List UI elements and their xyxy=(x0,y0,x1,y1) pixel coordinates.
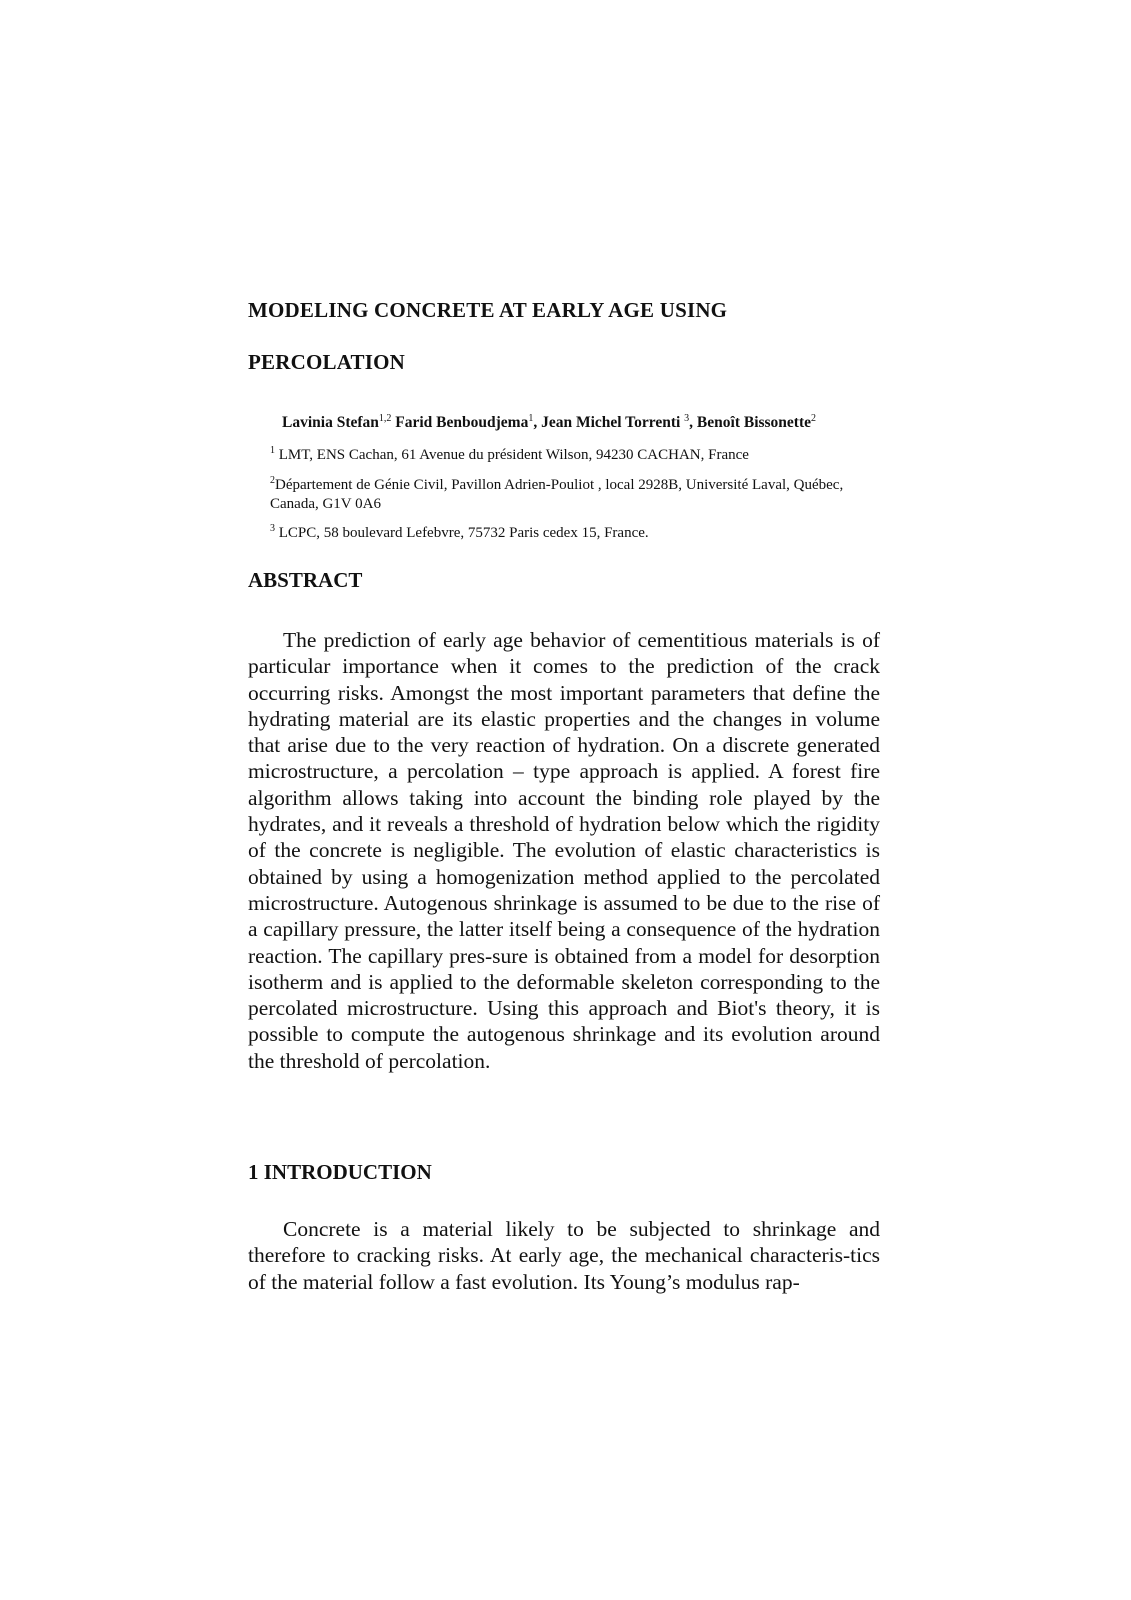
author-affiliation-mark: 1 xyxy=(528,413,534,424)
paper-title-line-1: MODELING CONCRETE AT EARLY AGE USING xyxy=(248,298,728,322)
author-name: Lavinia Stefan xyxy=(282,414,379,431)
author-affiliation-mark: 1,2 xyxy=(378,413,392,424)
affiliation-2 xyxy=(270,476,850,514)
author-name: Jean Michel Torrenti xyxy=(541,414,681,431)
introduction-paragraph: Concrete is a material likely to be subjected to shrinkage and therefore to cracking risks. At early age, the mechanical characteris-tics of the material follow a fast evolution. Its Young’s modulus rap- xyxy=(248,1217,880,1294)
affiliation-mark: 3 xyxy=(270,523,275,534)
affiliation-text: LCPC, 58 boulevard Lefebvre, 75732 Paris cedex 15, France. xyxy=(278,525,649,541)
affiliation-mark: 1 xyxy=(270,445,275,456)
author-list: Lavinia Stefan$^{1,2}$ Farid Benboudjema$^1$, Jean Michel Torrenti $^3$, Benoît Bissonette$^2$ xyxy=(282,413,817,431)
paper-title-line-2: PERCOLATION xyxy=(248,350,405,374)
affiliation-mark: 2 xyxy=(270,475,275,486)
author-affiliation-mark: 3 xyxy=(684,413,690,424)
author-affiliation-mark: 2 xyxy=(811,413,817,424)
affiliation-text: Département de Génie Civil, Pavillon Adrien-Pouliot , local 2928B, Université Laval, Québec, Canada, G1V 0A6 xyxy=(270,477,844,512)
abstract-paragraph: The prediction of early age behavior of cementitious materials is of particular importance when it comes to the prediction of the crack occurring risks. Amongst the most important parameters that define the hydrating material are its elastic properties and the changes in volume that arise due to the very reaction of hydration. On a discrete generated microstructure, a percolation – type approach is applied. A forest fire algorithm allows taking into account the binding role played by the hydrates, and it reveals a threshold of hydration below which the rigidity of the concrete is negligible. The evolution of elastic characteristics is obtained by using a homogenization method applied to the percolated microstructure. Autogenous shrinkage is assumed to be due to the rise of a capillary pressure, the latter itself being a consequence of the hydration reaction. The capillary pres-sure is obtained from a model for desorption isotherm and is applied to the deformable skeleton corresponding to the percolated microstructure. Using this approach and Biot's theory, it is possible to compute the autogenous shrinkage and its evolution around the threshold of percolation. xyxy=(248,628,880,1073)
author-name: Benoît Bissonette xyxy=(696,414,812,431)
abstract-heading: ABSTRACT xyxy=(248,568,363,592)
affiliation-1 xyxy=(270,446,850,465)
affiliation-3 xyxy=(270,524,850,543)
author-name: Farid Benboudjema xyxy=(395,414,529,431)
affiliation-text: LMT, ENS Cachan, 61 Avenue du président Wilson, 94230 CACHAN, France xyxy=(278,447,749,463)
introduction-heading: 1 INTRODUCTION xyxy=(248,1160,432,1184)
